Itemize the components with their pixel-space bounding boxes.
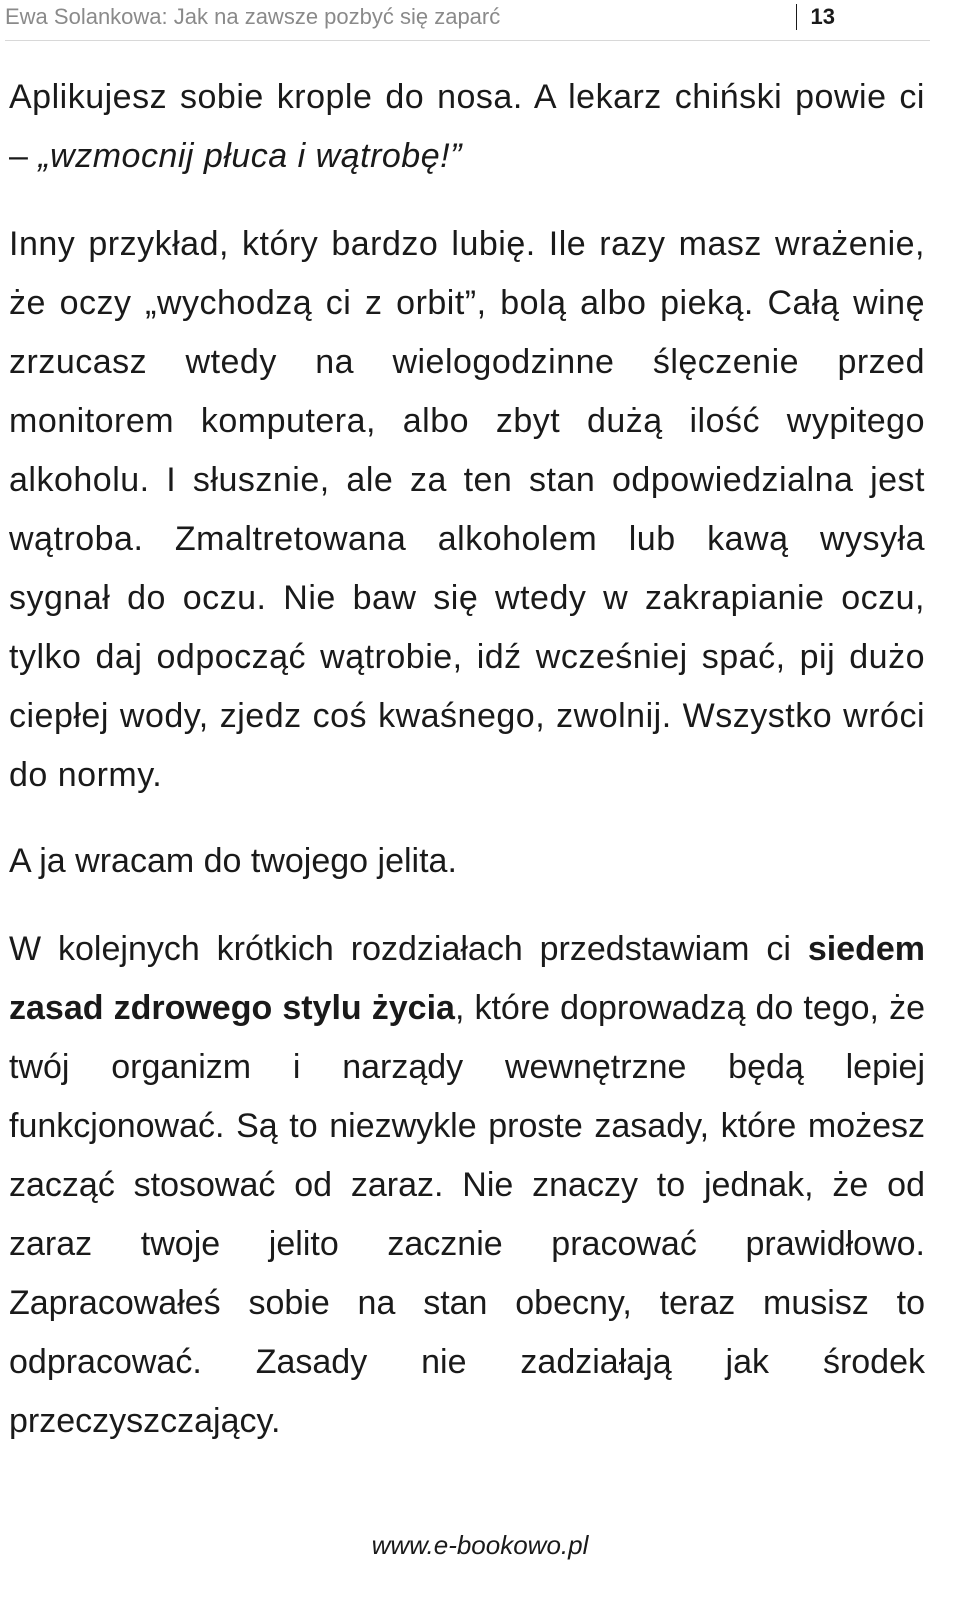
- paragraph-4: [9, 920, 925, 1451]
- paragraph-3: [9, 832, 925, 891]
- header-title: Ewa Solankowa: Jak na zawsze pozbyć się zaparć: [5, 4, 501, 29]
- paragraph-4-text-after: , które doprowadzą do tego, że twój organizm i narządy wewnętrzne będą lepiej funkcjonować. Są to niezwykle proste zasady, które możesz zacząć stosować od zaraz. Nie znaczy to jednak, że od zaraz twoje jelito zacznie pracować prawidłowo. Zapracowałeś sobie na stan obecny, teraz musisz to odpracować. Zasady nie zadziałają jak środek przeczyszczający.: [9, 989, 925, 1440]
- paragraph-2: [9, 215, 925, 805]
- paragraph-1-text: Aplikujesz sobie krople do nosa. A lekarz chiński powie ci –: [9, 78, 925, 175]
- paragraph-3-text: A ja wracam do twojego jelita.: [9, 842, 457, 880]
- paragraph-1: [9, 68, 925, 186]
- paragraph-4-text-before: W kolejnych krótkich rozdziałach przedstawiam ci: [9, 930, 808, 968]
- paragraph-1-italic: „wzmocnij płuca i wątrobę!”: [38, 137, 462, 175]
- paragraph-2-text: Inny przykład, który bardzo lubię. Ile razy masz wrażenie, że oczy „wychodzą ci z orbit”, bolą albo pieką. Całą winę zrzucasz wtedy na wielogodzinne ślęczenie przed monitorem komputera, albo zbyt dużą ilość wypitego alkoholu. I słusznie, ale za ten stan odpowiedzialna jest wątroba. Zmaltretowana alkoholem lub kawą wysyła sygnał do oczu. Nie baw się wtedy w zakrapianie oczu, tylko daj odpocząć wątrobie, idź wcześniej spać, pij dużo ciepłej wody, zjedz coś kwaśnego, zwolnij. Wszystko wróci do normy.: [9, 225, 925, 794]
- paragraph-4-bold: siedem zasad zdrowego stylu życia: [9, 930, 925, 1027]
- page-number: 13: [796, 4, 835, 30]
- running-header: [5, 0, 930, 41]
- footer-url: www.e-bookowo.pl: [371, 1530, 589, 1560]
